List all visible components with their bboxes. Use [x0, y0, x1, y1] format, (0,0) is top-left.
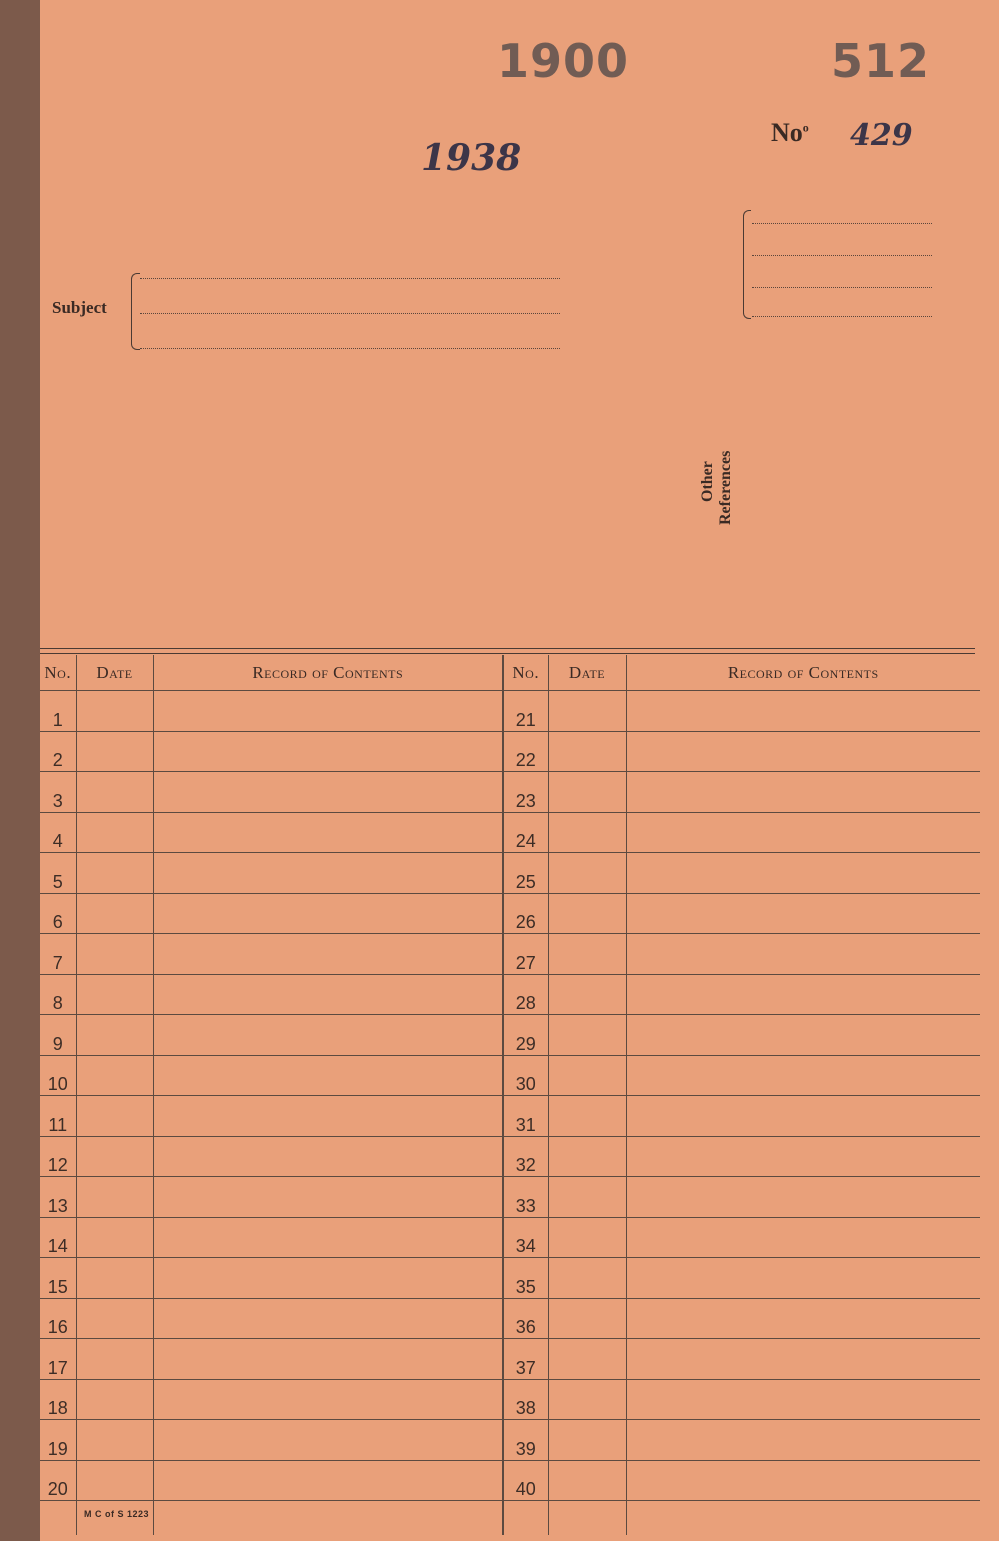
- other-references-line-b[interactable]: [752, 255, 932, 256]
- date-cell[interactable]: [76, 1460, 153, 1501]
- entry-number: 36: [503, 1298, 548, 1339]
- entry-number: 16: [40, 1298, 76, 1339]
- subject-line-1[interactable]: [140, 278, 560, 279]
- entry-number: 11: [40, 1096, 76, 1137]
- date-cell[interactable]: [76, 731, 153, 772]
- contents-cell[interactable]: [153, 1217, 503, 1258]
- date-cell[interactable]: [548, 812, 626, 853]
- contents-cell[interactable]: [153, 1258, 503, 1299]
- handwritten-number: 429: [850, 118, 913, 153]
- contents-cell[interactable]: [626, 974, 980, 1015]
- stamped-number: 512: [831, 34, 931, 88]
- contents-cell[interactable]: [626, 1379, 980, 1420]
- table-row: [40, 1177, 980, 1218]
- contents-cell[interactable]: [626, 1136, 980, 1177]
- entry-number: 6: [40, 893, 76, 934]
- table-row: [40, 1379, 980, 1420]
- other-references-line-c[interactable]: [752, 287, 932, 288]
- contents-cell[interactable]: [626, 1460, 980, 1501]
- date-cell[interactable]: [548, 691, 626, 732]
- entry-number: 1: [40, 691, 76, 732]
- entry-number: 21: [503, 691, 548, 732]
- date-cell[interactable]: [76, 1298, 153, 1339]
- date-cell[interactable]: [76, 812, 153, 853]
- entry-number: 35: [503, 1258, 548, 1299]
- contents-cell[interactable]: [153, 893, 503, 934]
- table-row: [40, 974, 980, 1015]
- table-row: [40, 934, 980, 975]
- date-cell[interactable]: [76, 1258, 153, 1299]
- contents-cell[interactable]: [153, 1298, 503, 1339]
- entry-number: 31: [503, 1096, 548, 1137]
- contents-cell[interactable]: [626, 1298, 980, 1339]
- table-row: [40, 1339, 980, 1380]
- date-cell[interactable]: [548, 1379, 626, 1420]
- other-references-label: [696, 212, 740, 525]
- entry-number: 13: [40, 1177, 76, 1218]
- date-cell[interactable]: [76, 1217, 153, 1258]
- entry-number: 5: [40, 853, 76, 894]
- date-cell[interactable]: [548, 974, 626, 1015]
- record-header-right: Record of Contents: [626, 655, 980, 691]
- date-cell[interactable]: [548, 853, 626, 894]
- date-cell[interactable]: [548, 1096, 626, 1137]
- table-row: [40, 691, 980, 732]
- entry-number: 28: [503, 974, 548, 1015]
- date-cell[interactable]: [76, 974, 153, 1015]
- date-cell[interactable]: [548, 772, 626, 813]
- date-cell[interactable]: [548, 1055, 626, 1096]
- date-cell[interactable]: [548, 934, 626, 975]
- table-top-rule: [40, 648, 975, 649]
- date-cell[interactable]: [76, 1420, 153, 1461]
- entry-number: 12: [40, 1136, 76, 1177]
- date-cell[interactable]: [548, 1298, 626, 1339]
- blank-cell: [503, 1501, 548, 1536]
- entry-number: 37: [503, 1339, 548, 1380]
- entry-number: 9: [40, 1015, 76, 1056]
- table-row: [40, 1055, 980, 1096]
- entry-number: 22: [503, 731, 548, 772]
- blank-cell: [153, 1501, 503, 1536]
- entry-number: 19: [40, 1420, 76, 1461]
- table-row: [40, 1096, 980, 1137]
- date-cell[interactable]: [548, 1339, 626, 1380]
- contents-cell[interactable]: [626, 691, 980, 732]
- contents-cell[interactable]: [153, 853, 503, 894]
- contents-cell[interactable]: [153, 934, 503, 975]
- contents-cell[interactable]: [626, 812, 980, 853]
- entry-number: 8: [40, 974, 76, 1015]
- other-references-bracket: [743, 210, 751, 319]
- date-cell[interactable]: [548, 1217, 626, 1258]
- date-cell[interactable]: [548, 1258, 626, 1299]
- contents-cell[interactable]: [153, 1420, 503, 1461]
- contents-cell[interactable]: [626, 1015, 980, 1056]
- date-cell[interactable]: [76, 1339, 153, 1380]
- date-cell[interactable]: [548, 731, 626, 772]
- contents-cell[interactable]: [153, 1379, 503, 1420]
- entry-number: 33: [503, 1177, 548, 1218]
- contents-cell[interactable]: [153, 1339, 503, 1380]
- table-row: [40, 1015, 980, 1056]
- handwritten-year: 1938: [421, 137, 522, 179]
- entry-number: 17: [40, 1339, 76, 1380]
- table-row: [40, 812, 980, 853]
- subject-line-2[interactable]: [140, 313, 560, 314]
- contents-cell[interactable]: [626, 934, 980, 975]
- date-cell[interactable]: [548, 893, 626, 934]
- contents-cell[interactable]: [153, 1460, 503, 1501]
- file-spine: [0, 0, 40, 1541]
- contents-cell[interactable]: [626, 1177, 980, 1218]
- entry-number: 34: [503, 1217, 548, 1258]
- date-cell[interactable]: [76, 772, 153, 813]
- entry-number: 29: [503, 1015, 548, 1056]
- date-cell[interactable]: [548, 1015, 626, 1056]
- table-row: [40, 1258, 980, 1299]
- entry-number: 20: [40, 1460, 76, 1501]
- subject-bracket: [131, 273, 140, 350]
- entry-number: 39: [503, 1420, 548, 1461]
- date-cell[interactable]: [76, 1379, 153, 1420]
- contents-cell[interactable]: [153, 731, 503, 772]
- date-header-right: Date: [548, 655, 626, 691]
- entry-number: 24: [503, 812, 548, 853]
- table-row: [40, 1136, 980, 1177]
- table-tail-row: [40, 1501, 980, 1536]
- record-header-left: Record of Contents: [153, 655, 503, 691]
- contents-cell[interactable]: [153, 691, 503, 732]
- table-row: [40, 893, 980, 934]
- other-references-line-a[interactable]: [752, 223, 932, 224]
- subject-line-3[interactable]: [140, 348, 560, 349]
- entry-number: 26: [503, 893, 548, 934]
- contents-cell[interactable]: [153, 1096, 503, 1137]
- entry-number: 38: [503, 1379, 548, 1420]
- contents-cell[interactable]: [153, 812, 503, 853]
- contents-cell[interactable]: [153, 1177, 503, 1218]
- table-row: [40, 731, 980, 772]
- date-cell[interactable]: [76, 934, 153, 975]
- entry-number: 25: [503, 853, 548, 894]
- date-cell[interactable]: [548, 1177, 626, 1218]
- subject-label: Subject: [52, 298, 107, 317]
- contents-cell[interactable]: [153, 1136, 503, 1177]
- entry-number: 30: [503, 1055, 548, 1096]
- entry-number: 32: [503, 1136, 548, 1177]
- other-references-line-1: Other: [699, 461, 716, 502]
- contents-cell[interactable]: [626, 853, 980, 894]
- date-cell[interactable]: [548, 1136, 626, 1177]
- contents-cell[interactable]: [626, 772, 980, 813]
- table-row: [40, 1420, 980, 1461]
- contents-cell[interactable]: [626, 1217, 980, 1258]
- contents-cell[interactable]: [153, 1015, 503, 1056]
- table-header-row: [40, 655, 980, 691]
- contents-cell[interactable]: [626, 1420, 980, 1461]
- blank-cell: [626, 1501, 980, 1536]
- stamped-year: 1900: [497, 34, 630, 88]
- record-of-contents-table: [40, 655, 980, 1535]
- contents-cell[interactable]: [153, 1055, 503, 1096]
- entry-number: 27: [503, 934, 548, 975]
- entry-number: 2: [40, 731, 76, 772]
- contents-cell[interactable]: [153, 772, 503, 813]
- table-top-rule-2: [40, 653, 975, 654]
- table-row: [40, 853, 980, 894]
- contents-cell[interactable]: [626, 893, 980, 934]
- no-header-right: No.: [503, 655, 548, 691]
- form-code: M C of S 1223: [84, 1509, 150, 1519]
- date-cell[interactable]: [76, 1015, 153, 1056]
- date-cell[interactable]: [76, 1055, 153, 1096]
- entry-number: 10: [40, 1055, 76, 1096]
- blank-cell: [548, 1501, 626, 1536]
- entry-number: 7: [40, 934, 76, 975]
- table-row: [40, 1217, 980, 1258]
- date-cell[interactable]: [76, 893, 153, 934]
- entry-number: 4: [40, 812, 76, 853]
- date-cell[interactable]: [76, 1136, 153, 1177]
- blank-cell: [40, 1501, 76, 1536]
- contents-cell[interactable]: [626, 731, 980, 772]
- contents-cell[interactable]: [153, 974, 503, 1015]
- date-cell[interactable]: [76, 691, 153, 732]
- entry-number: 14: [40, 1217, 76, 1258]
- date-header-left: Date: [76, 655, 153, 691]
- table-row: [40, 1298, 980, 1339]
- contents-cell[interactable]: [626, 1055, 980, 1096]
- date-cell[interactable]: [76, 1096, 153, 1137]
- other-references-line-d[interactable]: [752, 316, 932, 317]
- table-row: [40, 772, 980, 813]
- entry-number: 18: [40, 1379, 76, 1420]
- entry-number: 40: [503, 1460, 548, 1501]
- number-label: No$^o$: [771, 118, 809, 147]
- date-cell[interactable]: [76, 1177, 153, 1218]
- contents-cell[interactable]: [626, 1339, 980, 1380]
- entry-number: 3: [40, 772, 76, 813]
- entry-number: 15: [40, 1258, 76, 1299]
- contents-cell[interactable]: [626, 1096, 980, 1137]
- other-references-line-2: References: [717, 450, 734, 525]
- contents-cell[interactable]: [626, 1258, 980, 1299]
- date-cell[interactable]: [548, 1460, 626, 1501]
- no-header-left: No.: [40, 655, 76, 691]
- date-cell[interactable]: [548, 1420, 626, 1461]
- table-row: [40, 1460, 980, 1501]
- entry-number: 23: [503, 772, 548, 813]
- date-cell[interactable]: [76, 853, 153, 894]
